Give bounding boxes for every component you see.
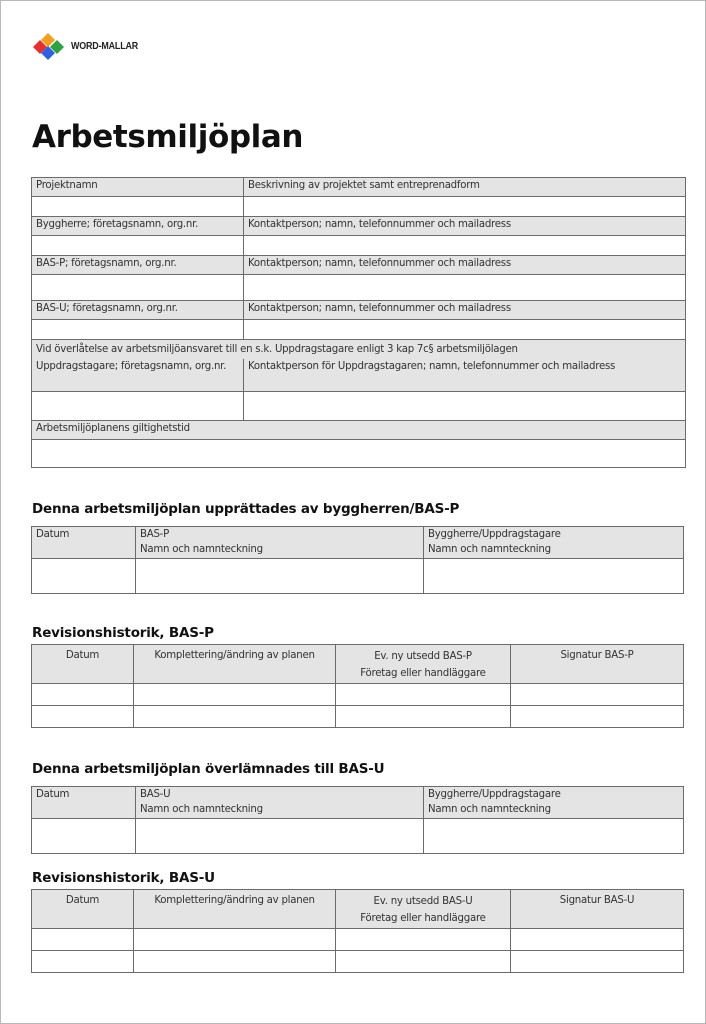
table-row bbox=[32, 236, 686, 256]
name-signature-label: Namn och namnteckning bbox=[140, 804, 263, 815]
date-header: Datum bbox=[32, 787, 136, 819]
project-description-field[interactable] bbox=[244, 197, 686, 217]
client-contact-field[interactable] bbox=[244, 236, 686, 256]
client-company-field[interactable] bbox=[32, 236, 244, 256]
basp-signature-header bbox=[136, 527, 424, 559]
project-info-table bbox=[31, 177, 686, 468]
project-name-label: Projektnamn bbox=[32, 178, 244, 197]
signature-field[interactable] bbox=[511, 929, 684, 951]
client-label: Byggherre/Uppdragstagare bbox=[428, 789, 561, 800]
new-basu-label: Ev. ny utsedd BAS-U bbox=[373, 896, 473, 907]
table-row bbox=[32, 392, 686, 421]
change-field[interactable] bbox=[134, 684, 336, 706]
table-row bbox=[32, 275, 686, 301]
basu-contact-field[interactable] bbox=[244, 320, 686, 340]
table-row bbox=[32, 951, 684, 973]
new-basu-field[interactable] bbox=[336, 929, 511, 951]
page-title: Arbetsmiljöplan bbox=[32, 119, 304, 155]
basu-company-label: BAS-U; företagsnamn, org.nr. bbox=[32, 301, 244, 320]
date-header: Datum bbox=[32, 890, 134, 929]
table-row bbox=[32, 706, 684, 728]
contractor-contact-field[interactable] bbox=[244, 392, 686, 421]
table-row bbox=[32, 819, 684, 854]
name-signature-label: Namn och namnteckning bbox=[428, 804, 551, 815]
project-description-label: Beskrivning av projektet samt entreprenadform bbox=[244, 178, 686, 197]
validity-field[interactable] bbox=[32, 440, 686, 468]
client-label: Byggherre/Uppdragstagare bbox=[428, 529, 561, 540]
revision-p-heading: Revisionshistorik, BAS-P bbox=[32, 625, 214, 641]
signature-header: Signatur BAS-U bbox=[511, 890, 684, 929]
company-handler-label: Företag eller handläggare bbox=[360, 668, 486, 679]
table-row bbox=[32, 197, 686, 217]
basu-label: BAS-U bbox=[140, 789, 171, 800]
date-field[interactable] bbox=[32, 819, 136, 854]
project-name-field[interactable] bbox=[32, 197, 244, 217]
signature-field[interactable] bbox=[511, 684, 684, 706]
client-signature-field[interactable] bbox=[424, 819, 684, 854]
new-basu-field[interactable] bbox=[336, 951, 511, 973]
handover-table bbox=[31, 786, 684, 854]
basp-company-field[interactable] bbox=[32, 275, 244, 301]
contractor-contact-label: Kontaktperson för Uppdragstagaren; namn, telefonnummer och mailadress bbox=[244, 359, 686, 392]
change-header: Komplettering/ändring av planen bbox=[134, 890, 336, 929]
logo-diamond-icon bbox=[33, 32, 67, 60]
table-row bbox=[32, 301, 686, 320]
new-basp-field[interactable] bbox=[336, 706, 511, 728]
basp-company-label: BAS-P; företagsnamn, org.nr. bbox=[32, 256, 244, 275]
contractor-company-label: Uppdragstagare; företagsnamn, org.nr. bbox=[32, 359, 244, 392]
name-signature-label: Namn och namnteckning bbox=[428, 544, 551, 555]
table-row bbox=[32, 645, 684, 684]
basp-contact-field[interactable] bbox=[244, 275, 686, 301]
signature-field[interactable] bbox=[511, 706, 684, 728]
transfer-note: Vid överlåtelse av arbetsmiljöansvaret till en s.k. Uppdragstagare enligt 3 kap 7c§ arbetsmiljölagen bbox=[32, 340, 686, 359]
logo bbox=[33, 32, 150, 60]
basu-company-field[interactable] bbox=[32, 320, 244, 340]
basp-contact-label: Kontaktperson; namn, telefonnummer och mailadress bbox=[244, 256, 686, 275]
table-row bbox=[32, 559, 684, 594]
date-header: Datum bbox=[32, 527, 136, 559]
table-row bbox=[32, 320, 686, 340]
change-header: Komplettering/ändring av planen bbox=[134, 645, 336, 684]
table-row bbox=[32, 440, 686, 468]
table-row bbox=[32, 359, 686, 392]
new-basp-label: Ev. ny utsedd BAS-P bbox=[374, 651, 472, 662]
change-field[interactable] bbox=[134, 929, 336, 951]
basu-signature-field[interactable] bbox=[136, 819, 424, 854]
table-row bbox=[32, 890, 684, 929]
signature-header: Signatur BAS-P bbox=[511, 645, 684, 684]
change-field[interactable] bbox=[134, 951, 336, 973]
table-row bbox=[32, 421, 686, 440]
date-field[interactable] bbox=[32, 706, 134, 728]
established-heading: Denna arbetsmiljöplan upprättades av byggherren/BAS-P bbox=[32, 501, 460, 517]
basp-label: BAS-P bbox=[140, 529, 169, 540]
logo-text: WORD-MALLAR bbox=[71, 40, 139, 52]
signature-field[interactable] bbox=[511, 951, 684, 973]
table-row bbox=[32, 929, 684, 951]
change-field[interactable] bbox=[134, 706, 336, 728]
client-signature-header bbox=[424, 527, 684, 559]
table-row bbox=[32, 787, 684, 819]
company-handler-label: Företag eller handläggare bbox=[360, 913, 486, 924]
handover-heading: Denna arbetsmiljöplan överlämnades till BAS-U bbox=[32, 761, 385, 777]
revision-p-table bbox=[31, 644, 684, 728]
client-signature-header bbox=[424, 787, 684, 819]
date-field[interactable] bbox=[32, 559, 136, 594]
table-row bbox=[32, 178, 686, 197]
client-signature-field[interactable] bbox=[424, 559, 684, 594]
validity-label: Arbetsmiljöplanens giltighetstid bbox=[32, 421, 686, 440]
new-basp-header bbox=[336, 645, 511, 684]
basu-signature-header bbox=[136, 787, 424, 819]
date-field[interactable] bbox=[32, 929, 134, 951]
date-field[interactable] bbox=[32, 951, 134, 973]
client-contact-label: Kontaktperson; namn, telefonnummer och mailadress bbox=[244, 217, 686, 236]
table-row bbox=[32, 217, 686, 236]
revision-u-heading: Revisionshistorik, BAS-U bbox=[32, 870, 215, 886]
contractor-company-field[interactable] bbox=[32, 392, 244, 421]
established-table bbox=[31, 526, 684, 594]
table-row bbox=[32, 256, 686, 275]
name-signature-label: Namn och namnteckning bbox=[140, 544, 263, 555]
table-row bbox=[32, 340, 686, 359]
table-row bbox=[32, 684, 684, 706]
basp-signature-field[interactable] bbox=[136, 559, 424, 594]
revision-u-table bbox=[31, 889, 684, 973]
date-header: Datum bbox=[32, 645, 134, 684]
basu-contact-label: Kontaktperson; namn, telefonnummer och mailadress bbox=[244, 301, 686, 320]
new-basu-header bbox=[336, 890, 511, 929]
client-company-label: Byggherre; företagsnamn, org.nr. bbox=[32, 217, 244, 236]
table-row bbox=[32, 527, 684, 559]
date-field[interactable] bbox=[32, 684, 134, 706]
new-basp-field[interactable] bbox=[336, 684, 511, 706]
